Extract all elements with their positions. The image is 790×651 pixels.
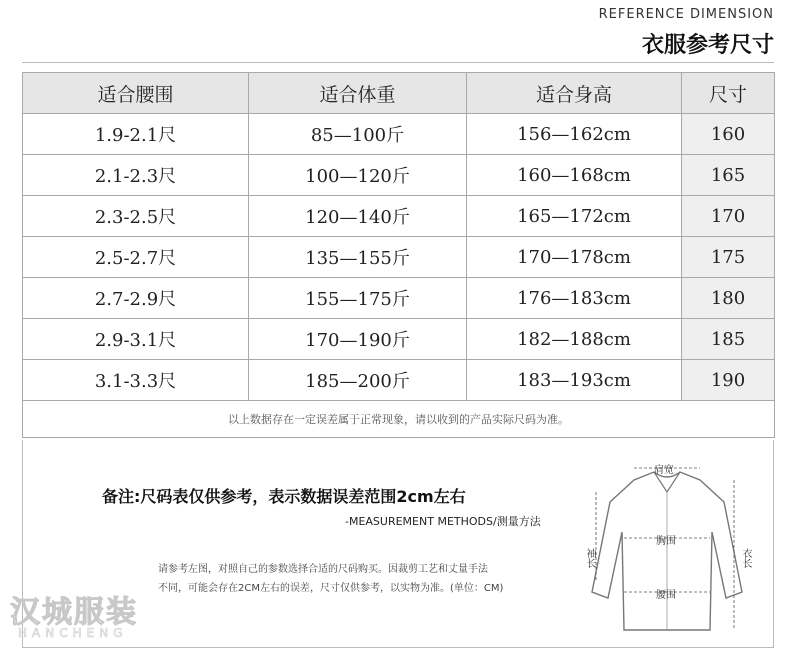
- cell-waist: 2.3-2.5尺: [23, 196, 249, 237]
- shirt-outline-icon: [574, 452, 760, 644]
- table-row: [23, 278, 775, 319]
- cell-size: 170: [682, 196, 775, 237]
- cell-weight: 85—100斤: [249, 114, 467, 155]
- watermark-logo-en: HANCHENG: [18, 626, 128, 640]
- cell-weight: 135—155斤: [249, 237, 467, 278]
- cell-waist: 2.1-2.3尺: [23, 155, 249, 196]
- table-row: [23, 114, 775, 155]
- header-waist: 适合腰围: [23, 73, 249, 114]
- cell-height: 170—178cm: [467, 237, 682, 278]
- cell-weight: 100—120斤: [249, 155, 467, 196]
- cell-waist: 2.7-2.9尺: [23, 278, 249, 319]
- cell-weight: 120—140斤: [249, 196, 467, 237]
- cell-waist: 1.9-2.1尺: [23, 114, 249, 155]
- cell-height: 176—183cm: [467, 278, 682, 319]
- cell-size: 180: [682, 278, 775, 319]
- header-weight: 适合体重: [249, 73, 467, 114]
- page-title: 衣服参考尺寸: [641, 33, 774, 58]
- cell-size: 165: [682, 155, 775, 196]
- top-divider: [22, 62, 774, 63]
- cell-weight: 170—190斤: [249, 319, 467, 360]
- table-row: [23, 319, 775, 360]
- header-size: 尺寸: [682, 73, 775, 114]
- cell-height: 160—168cm: [467, 155, 682, 196]
- table-row: [23, 237, 775, 278]
- cell-size: 185: [682, 319, 775, 360]
- table-note: 以上数据存在一定误差属于正常现象，请以收到的产品实际尺码为准。: [23, 401, 775, 438]
- cell-size: 175: [682, 237, 775, 278]
- measurement-diagram: [574, 452, 760, 644]
- watermark-logo-cn: 汉城服装: [10, 595, 138, 630]
- cell-height: 183—193cm: [467, 360, 682, 401]
- cell-height: 182—188cm: [467, 319, 682, 360]
- cell-waist: 2.9-3.1尺: [23, 319, 249, 360]
- label-sleeve: 袖长: [584, 548, 595, 568]
- label-length: 衣长: [740, 548, 751, 568]
- size-table: [22, 72, 775, 438]
- subtitle-en: REFERENCE DIMENSION: [598, 7, 774, 22]
- cell-waist: 3.1-3.3尺: [23, 360, 249, 401]
- label-shoulder: 肩宽: [654, 465, 674, 476]
- cell-waist: 2.5-2.7尺: [23, 237, 249, 278]
- table-row: [23, 360, 775, 401]
- table-row: [23, 196, 775, 237]
- cell-weight: 185—200斤: [249, 360, 467, 401]
- cell-height: 156—162cm: [467, 114, 682, 155]
- remark-main: 备注:尺码表仅供参考，表示数据误差范围2cm左右: [102, 487, 466, 506]
- cell-size: 160: [682, 114, 775, 155]
- label-waist: 腰围: [656, 590, 676, 601]
- cell-size: 190: [682, 360, 775, 401]
- label-chest: 胸围: [656, 536, 676, 547]
- header-height: 适合身高: [467, 73, 682, 114]
- table-header-row: [23, 73, 775, 114]
- remark-paragraph-2: 不同，可能会存在2CM左右的误差，尺寸仅供参考，以实物为准。(单位：CM): [158, 583, 504, 594]
- measurement-method-title: -MEASUREMENT METHODS/测量方法: [345, 515, 541, 528]
- table-row: [23, 155, 775, 196]
- cell-weight: 155—175斤: [249, 278, 467, 319]
- cell-height: 165—172cm: [467, 196, 682, 237]
- table-note-row: [23, 401, 775, 438]
- remark-paragraph-1: 请参考左图，对照自己的参数选择合适的尺码购买。因裁剪工艺和丈量手法: [158, 564, 488, 575]
